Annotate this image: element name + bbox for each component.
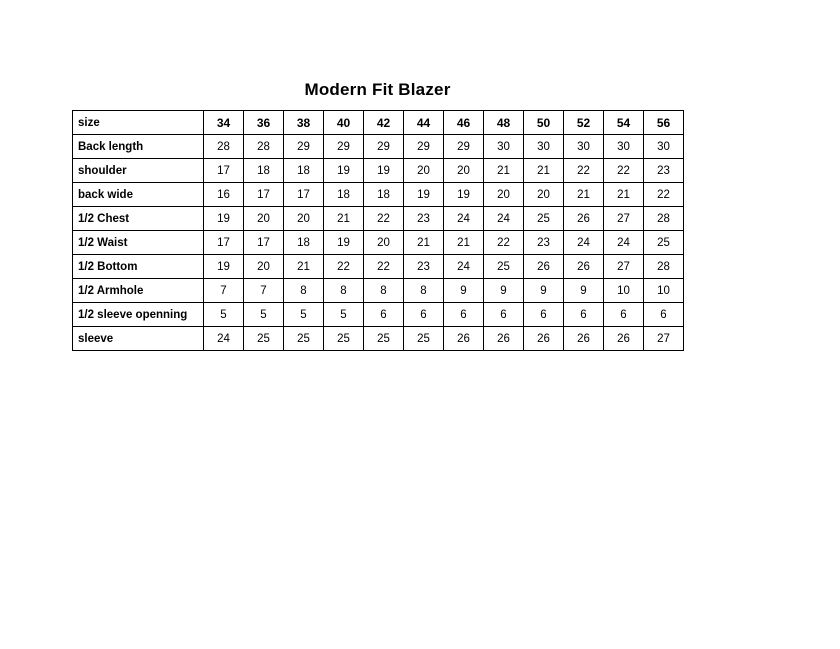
measurement-value: 28 [204, 135, 244, 159]
measurement-value: 6 [484, 303, 524, 327]
column-header-size-34: 34 [204, 111, 244, 135]
measurement-value: 7 [204, 279, 244, 303]
measurement-value: 6 [364, 303, 404, 327]
size-chart-container [72, 110, 683, 351]
measurement-value: 9 [444, 279, 484, 303]
table-head [73, 111, 684, 135]
measurement-value: 28 [644, 255, 684, 279]
measurement-value: 21 [284, 255, 324, 279]
measurement-value: 19 [204, 207, 244, 231]
measurement-value: 24 [564, 231, 604, 255]
measurement-value: 20 [244, 255, 284, 279]
measurement-value: 18 [364, 183, 404, 207]
measurement-value: 8 [284, 279, 324, 303]
table-header-row [73, 111, 684, 135]
measurement-value: 21 [484, 159, 524, 183]
measurement-value: 26 [604, 327, 644, 351]
measurement-value: 22 [364, 207, 404, 231]
table-row [73, 159, 684, 183]
measurement-value: 8 [324, 279, 364, 303]
measurement-value: 6 [404, 303, 444, 327]
measurement-value: 22 [364, 255, 404, 279]
column-header-size-44: 44 [404, 111, 444, 135]
measurement-value: 21 [444, 231, 484, 255]
measurement-value: 26 [524, 255, 564, 279]
measurement-value: 17 [284, 183, 324, 207]
measurement-value: 5 [324, 303, 364, 327]
measurement-value: 18 [244, 159, 284, 183]
measurement-value: 30 [484, 135, 524, 159]
measurement-value: 17 [204, 159, 244, 183]
column-header-size-36: 36 [244, 111, 284, 135]
page-title: Modern Fit Blazer [304, 80, 451, 99]
measurement-value: 25 [524, 207, 564, 231]
column-header-size-48: 48 [484, 111, 524, 135]
measurement-value: 8 [404, 279, 444, 303]
measurement-label: 1/2 Armhole [73, 279, 204, 303]
measurement-value: 8 [364, 279, 404, 303]
measurement-value: 23 [404, 255, 444, 279]
measurement-value: 30 [564, 135, 604, 159]
measurement-value: 24 [204, 327, 244, 351]
measurement-value: 26 [484, 327, 524, 351]
table-row [73, 303, 684, 327]
column-header-size-52: 52 [564, 111, 604, 135]
measurement-value: 10 [604, 279, 644, 303]
measurement-value: 26 [524, 327, 564, 351]
measurement-value: 25 [324, 327, 364, 351]
measurement-value: 25 [244, 327, 284, 351]
measurement-value: 24 [444, 207, 484, 231]
measurement-value: 17 [204, 231, 244, 255]
measurement-value: 10 [644, 279, 684, 303]
table-row [73, 207, 684, 231]
measurement-value: 24 [604, 231, 644, 255]
measurement-value: 20 [444, 159, 484, 183]
column-header-size-38: 38 [284, 111, 324, 135]
measurement-value: 19 [404, 183, 444, 207]
measurement-value: 17 [244, 231, 284, 255]
measurement-value: 6 [444, 303, 484, 327]
measurement-value: 29 [404, 135, 444, 159]
measurement-value: 28 [644, 207, 684, 231]
measurement-value: 23 [644, 159, 684, 183]
table-row [73, 135, 684, 159]
measurement-value: 22 [644, 183, 684, 207]
measurement-value: 27 [604, 207, 644, 231]
measurement-label: 1/2 Chest [73, 207, 204, 231]
measurement-value: 26 [444, 327, 484, 351]
measurement-value: 19 [364, 159, 404, 183]
column-header-size-50: 50 [524, 111, 564, 135]
measurement-value: 7 [244, 279, 284, 303]
measurement-value: 9 [484, 279, 524, 303]
measurement-value: 16 [204, 183, 244, 207]
measurement-value: 23 [524, 231, 564, 255]
measurement-value: 18 [284, 231, 324, 255]
table-row [73, 279, 684, 303]
measurement-value: 20 [244, 207, 284, 231]
measurement-value: 29 [444, 135, 484, 159]
measurement-value: 6 [564, 303, 604, 327]
measurement-value: 28 [244, 135, 284, 159]
measurement-value: 27 [644, 327, 684, 351]
measurement-value: 23 [404, 207, 444, 231]
column-header-size-40: 40 [324, 111, 364, 135]
table-body [73, 135, 684, 351]
measurement-value: 19 [324, 231, 364, 255]
measurement-value: 25 [404, 327, 444, 351]
measurement-value: 30 [524, 135, 564, 159]
measurement-value: 21 [564, 183, 604, 207]
measurement-value: 6 [524, 303, 564, 327]
measurement-value: 21 [524, 159, 564, 183]
measurement-value: 20 [524, 183, 564, 207]
measurement-label: Back length [73, 135, 204, 159]
column-header-size-54: 54 [604, 111, 644, 135]
table-row [73, 183, 684, 207]
measurement-value: 24 [444, 255, 484, 279]
table-row [73, 231, 684, 255]
measurement-value: 21 [324, 207, 364, 231]
measurement-value: 19 [444, 183, 484, 207]
measurement-value: 20 [404, 159, 444, 183]
column-header-size-46: 46 [444, 111, 484, 135]
measurement-value: 6 [604, 303, 644, 327]
table-row [73, 255, 684, 279]
measurement-value: 29 [284, 135, 324, 159]
measurement-value: 29 [364, 135, 404, 159]
measurement-value: 22 [564, 159, 604, 183]
measurement-value: 25 [644, 231, 684, 255]
size-chart-table [72, 110, 684, 351]
measurement-value: 18 [324, 183, 364, 207]
measurement-value: 24 [484, 207, 524, 231]
column-header-size-56: 56 [644, 111, 684, 135]
column-header-size-42: 42 [364, 111, 404, 135]
measurement-value: 20 [284, 207, 324, 231]
measurement-value: 30 [604, 135, 644, 159]
measurement-value: 9 [524, 279, 564, 303]
measurement-label: shoulder [73, 159, 204, 183]
measurement-value: 22 [604, 159, 644, 183]
measurement-value: 5 [204, 303, 244, 327]
measurement-label: 1/2 sleeve openning [73, 303, 204, 327]
measurement-value: 20 [484, 183, 524, 207]
measurement-value: 29 [324, 135, 364, 159]
measurement-value: 22 [324, 255, 364, 279]
measurement-value: 5 [284, 303, 324, 327]
measurement-value: 26 [564, 327, 604, 351]
measurement-value: 27 [604, 255, 644, 279]
measurement-value: 26 [564, 207, 604, 231]
measurement-value: 19 [324, 159, 364, 183]
measurement-value: 25 [364, 327, 404, 351]
column-header-size: size [73, 111, 204, 135]
measurement-value: 20 [364, 231, 404, 255]
measurement-value: 19 [204, 255, 244, 279]
table-row [73, 327, 684, 351]
measurement-value: 26 [564, 255, 604, 279]
measurement-value: 9 [564, 279, 604, 303]
measurement-label: back wide [73, 183, 204, 207]
measurement-value: 21 [604, 183, 644, 207]
measurement-label: 1/2 Bottom [73, 255, 204, 279]
measurement-value: 25 [284, 327, 324, 351]
measurement-label: sleeve [73, 327, 204, 351]
measurement-label: 1/2 Waist [73, 231, 204, 255]
measurement-value: 30 [644, 135, 684, 159]
measurement-value: 17 [244, 183, 284, 207]
measurement-value: 22 [484, 231, 524, 255]
measurement-value: 18 [284, 159, 324, 183]
measurement-value: 21 [404, 231, 444, 255]
measurement-value: 6 [644, 303, 684, 327]
measurement-value: 25 [484, 255, 524, 279]
measurement-value: 5 [244, 303, 284, 327]
